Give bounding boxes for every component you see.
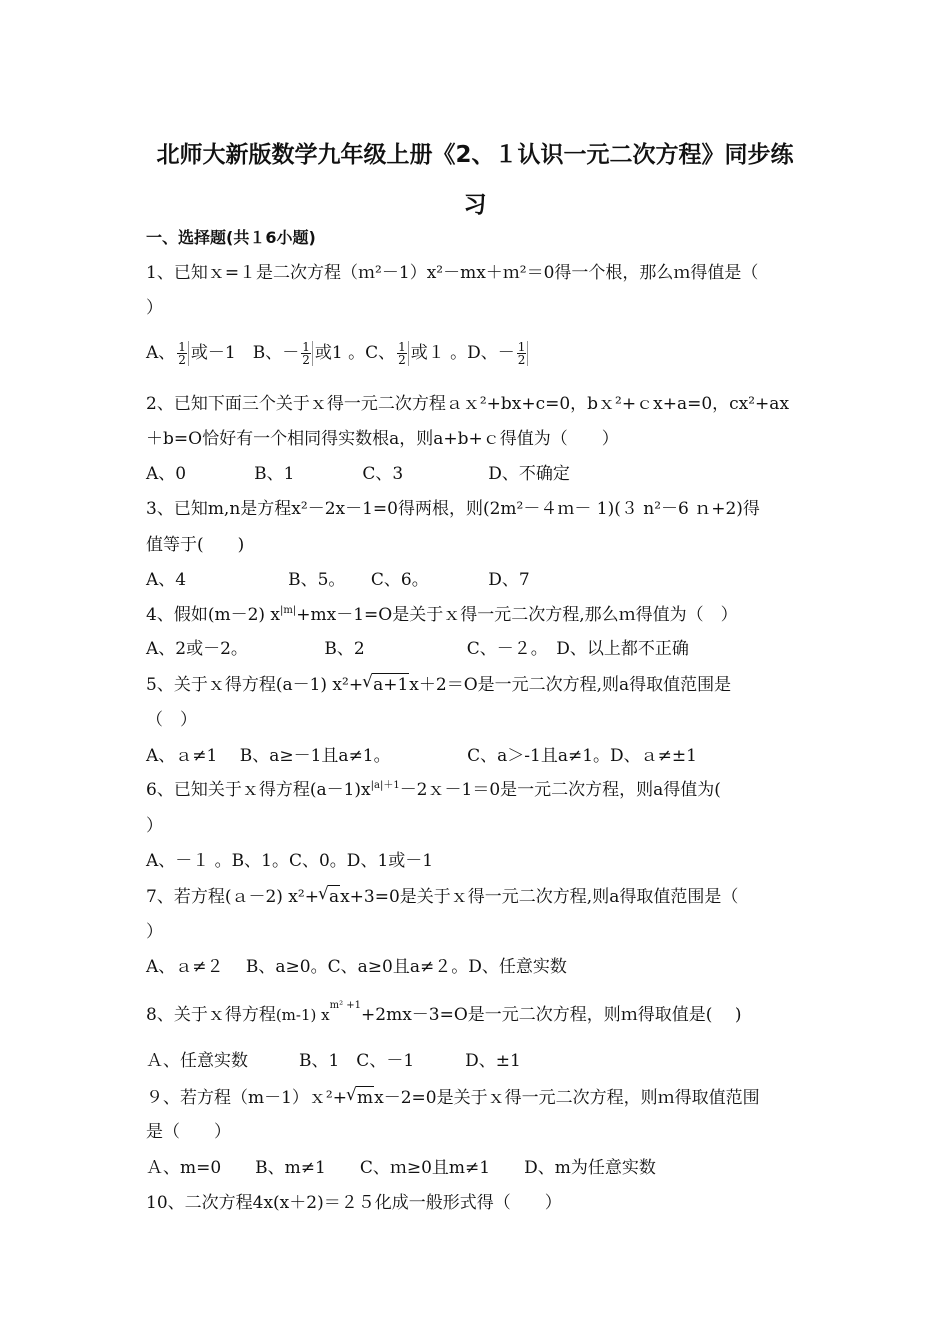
q6-options: A、－１ 。B、1。C、0。D、1或－1 [146,851,434,871]
q9-text-a: ９、若方程（m－1）ｘ²+ [146,1088,347,1108]
fraction-denominator: 2 [302,353,310,367]
q2-line2: ＋b=O恰好有一个相同得实数根a，则a+b+ｃ得值为（ ） [146,429,619,449]
q1-opt-c-suffix: 或１ 。D、－ [410,343,515,363]
q1-opt-a-suffix: 或－1 B、－ [190,343,300,363]
fraction-numerator: 1 [302,340,310,354]
fraction-denominator: 2 [398,353,406,367]
q8-line1 [146,1000,742,1026]
q4-line1 [146,604,738,626]
q9-text-b: x－2=0是关于ｘ得一元二次方程，则ｍ得取值范围 [374,1088,760,1108]
q3-line2: 值等于( ) [146,535,245,555]
q5-text-a: 5、关于ｘ得方程(a－1) x²+ [146,675,364,695]
q1-line1: 1、已知ｘ=１是二次方程（ｍ²－1）x²－mx＋ｍ²＝0得一个根，那么ｍ得值是（ [146,263,759,283]
q7-text-b: x+3=0是关于ｘ得一元二次方程,则a得取值范围是（ [340,887,739,907]
q6-line2: ） [146,816,163,836]
fraction-numerator: 1 [398,340,406,354]
page-title-line1: 北师大新版数学九年级上册《2、１认识一元二次方程》同步练 [156,142,794,168]
q8-options: Ａ、任意实数 B、1 C、－1 D、±1 [146,1051,521,1071]
q6-text-a: 6、已知关于ｘ得方程(a－1)x [146,780,371,800]
q7-line1 [146,885,738,908]
q6-exponent: |a|＋1 [370,780,400,791]
q5-line1 [146,673,731,696]
sqrt-radical: √ a [328,885,340,908]
q8-expression: (m-1) x [275,1006,330,1024]
q5-text-b: x＋2＝O是一元二次方程,则a得取值范围是 [409,675,732,695]
q1-line2: ） [146,298,163,318]
q1-opt-b-suffix: 或1 。C、 [314,343,396,363]
q3-options: A、4 B、5。 C、6。 D、7 [146,570,530,590]
q9-line2: 是（ ） [146,1122,231,1142]
fraction-half [301,341,313,366]
q4-text-b: +mx－1=O是关于ｘ得一元二次方程,那么ｍ得值为（ ） [296,605,738,625]
q5-options: A、ａ≠1 B、a≥－1且a≠1。 C、a＞-1且a≠1。D、ａ≠±1 [146,746,697,766]
q8-text-a: 8、关于ｘ得方程 [146,1005,276,1025]
q2-options: A、0 B、1 C、3 D、不确定 [146,464,570,484]
q10-line1: 10、二次方程4x(x＋2)＝２５化成一般形式得（ ） [146,1193,562,1213]
fraction-half [517,341,529,366]
sqrt-radical: √ m [356,1086,374,1109]
q8-exponent: m² +1 [329,1000,362,1011]
q4-exponent: |m| [280,605,297,616]
fraction-denominator: 2 [178,353,186,367]
q6-text-b: －2ｘ－1＝0是一元二次方程，则a得值为( [399,780,721,800]
q7-line2: ） [146,922,163,942]
q6-line1 [146,779,721,801]
q5-line2: （ ） [146,710,197,730]
q7-options: A、ａ≠２ B、a≥0。C、a≥0且a≠２。D、任意实数 [146,957,567,977]
page-title-line2: 习 [463,192,487,218]
q1-opt-a-prefix: A、 [146,343,176,363]
q4-options: A、2或－2。 B、2 C、－２。 D、以上都不正确 [146,639,689,659]
q9-options: Ａ、m=0 B、m≠1 C、ｍ≥0且m≠1 D、m为任意实数 [146,1158,656,1178]
q7-text-a: 7、若方程(ａ－2) x²+ [146,887,319,907]
q3-line1: 3、已知m,n是方程x²－2x－1=0得两根，则(2m²－４ｍ－ 1)(３ n²－6 ｎ+2)得 [146,499,760,519]
fraction-numerator: 1 [178,340,186,354]
q9-line1 [146,1086,760,1109]
fraction-numerator: 1 [517,340,526,354]
fraction-half [397,341,409,366]
q8-text-b: +2mx－3=O是一元二次方程，则ｍ得取值是( ) [361,1005,742,1025]
fraction-denominator: 2 [517,353,526,367]
fraction-half [177,341,189,366]
q4-text-a: 4、假如(m－2) x [146,605,281,625]
q2-line1: 2、已知下面三个关于ｘ得一元二次方程ａｘ²+bx+c=0，bｘ²+ｃx+a=0，cx²+ax [146,394,790,414]
q1-options [146,341,530,366]
section-heading: 一、选择题(共１6小题) [146,228,316,247]
sqrt-radical: √ a+1 [372,673,409,696]
